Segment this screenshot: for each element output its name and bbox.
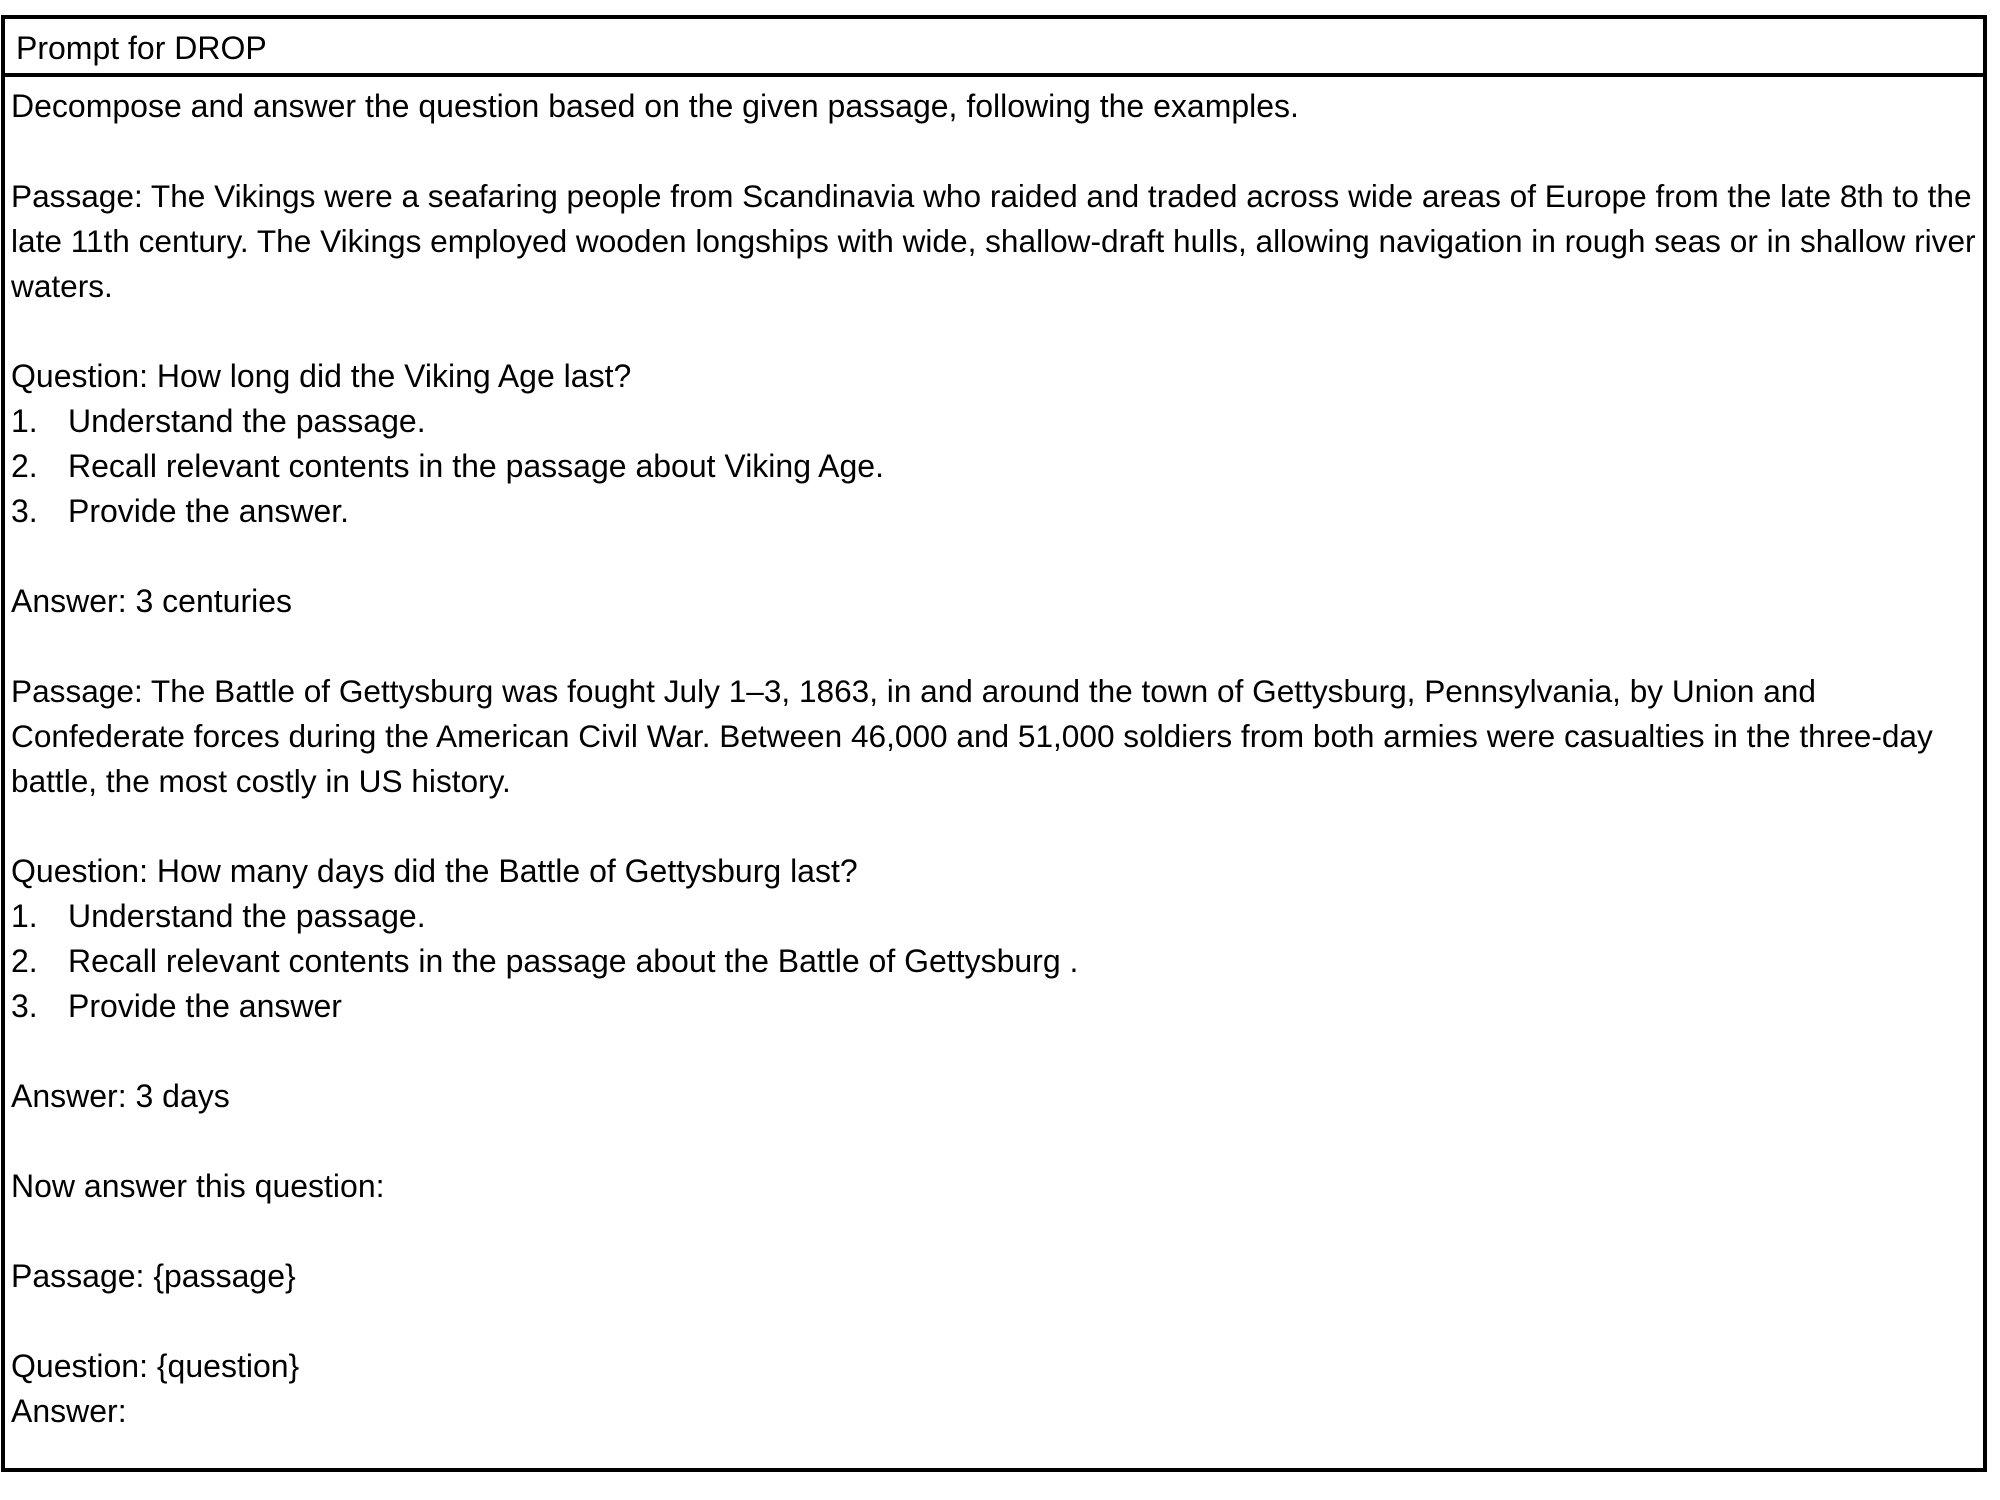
step-number: 2. — [11, 448, 38, 484]
example-1-passage: Passage: The Vikings were a seafaring people from Scandinavia who raided and traded across wide areas of Europe from the late 8th to the late 11th century. The Vikings employed wooden longships with wide, shallow-draft hulls, allowing navigation in rough seas or in shallow river waters. — [11, 178, 1976, 304]
step-text: Understand the passage. — [68, 403, 426, 439]
step-item — [11, 939, 1976, 984]
step-item — [11, 894, 1976, 939]
example-1-answer: Answer: 3 centuries — [11, 583, 293, 619]
instruction-text: Decompose and answer the question based on the given passage, following the examples. — [11, 88, 1299, 124]
step-number: 2. — [11, 943, 38, 979]
prompt-title-bar — [5, 19, 1983, 77]
step-number: 3. — [11, 988, 38, 1024]
step-item — [11, 489, 1976, 534]
answer-label: Answer: — [11, 1393, 127, 1429]
step-text: Recall relevant contents in the passage about the Battle of Gettysburg . — [68, 943, 1079, 979]
prompt-title: Prompt for DROP — [16, 30, 267, 66]
example-1-question: Question: How long did the Viking Age last? — [11, 358, 632, 394]
step-text: Understand the passage. — [68, 898, 426, 934]
step-text: Recall relevant contents in the passage about Viking Age. — [68, 448, 884, 484]
example-1-steps — [11, 399, 1976, 534]
example-2-answer: Answer: 3 days — [11, 1078, 230, 1114]
passage-placeholder: Passage: {passage} — [11, 1258, 296, 1294]
now-answer-prompt: Now answer this question: — [11, 1168, 385, 1204]
step-number: 1. — [11, 898, 38, 934]
example-2-question: Question: How many days did the Battle of Gettysburg last? — [11, 853, 858, 889]
step-text: Provide the answer — [68, 988, 342, 1024]
example-2-steps — [11, 894, 1976, 1029]
step-item — [11, 444, 1976, 489]
step-number: 3. — [11, 493, 38, 529]
step-item — [11, 984, 1976, 1029]
step-number: 1. — [11, 403, 38, 439]
example-2-passage: Passage: The Battle of Gettysburg was fought July 1–3, 1863, in and around the town of Gettysburg, Pennsylvania, by Union and Confederate forces during the American Civil War. Between 46,000 and 51,000 soldiers from both armies were casualties in the three-day battle, the most costly in US history. — [11, 673, 1933, 799]
prompt-content — [11, 84, 1976, 1434]
step-item — [11, 399, 1976, 444]
question-placeholder: Question: {question} — [11, 1348, 300, 1384]
step-text: Provide the answer. — [68, 493, 350, 529]
